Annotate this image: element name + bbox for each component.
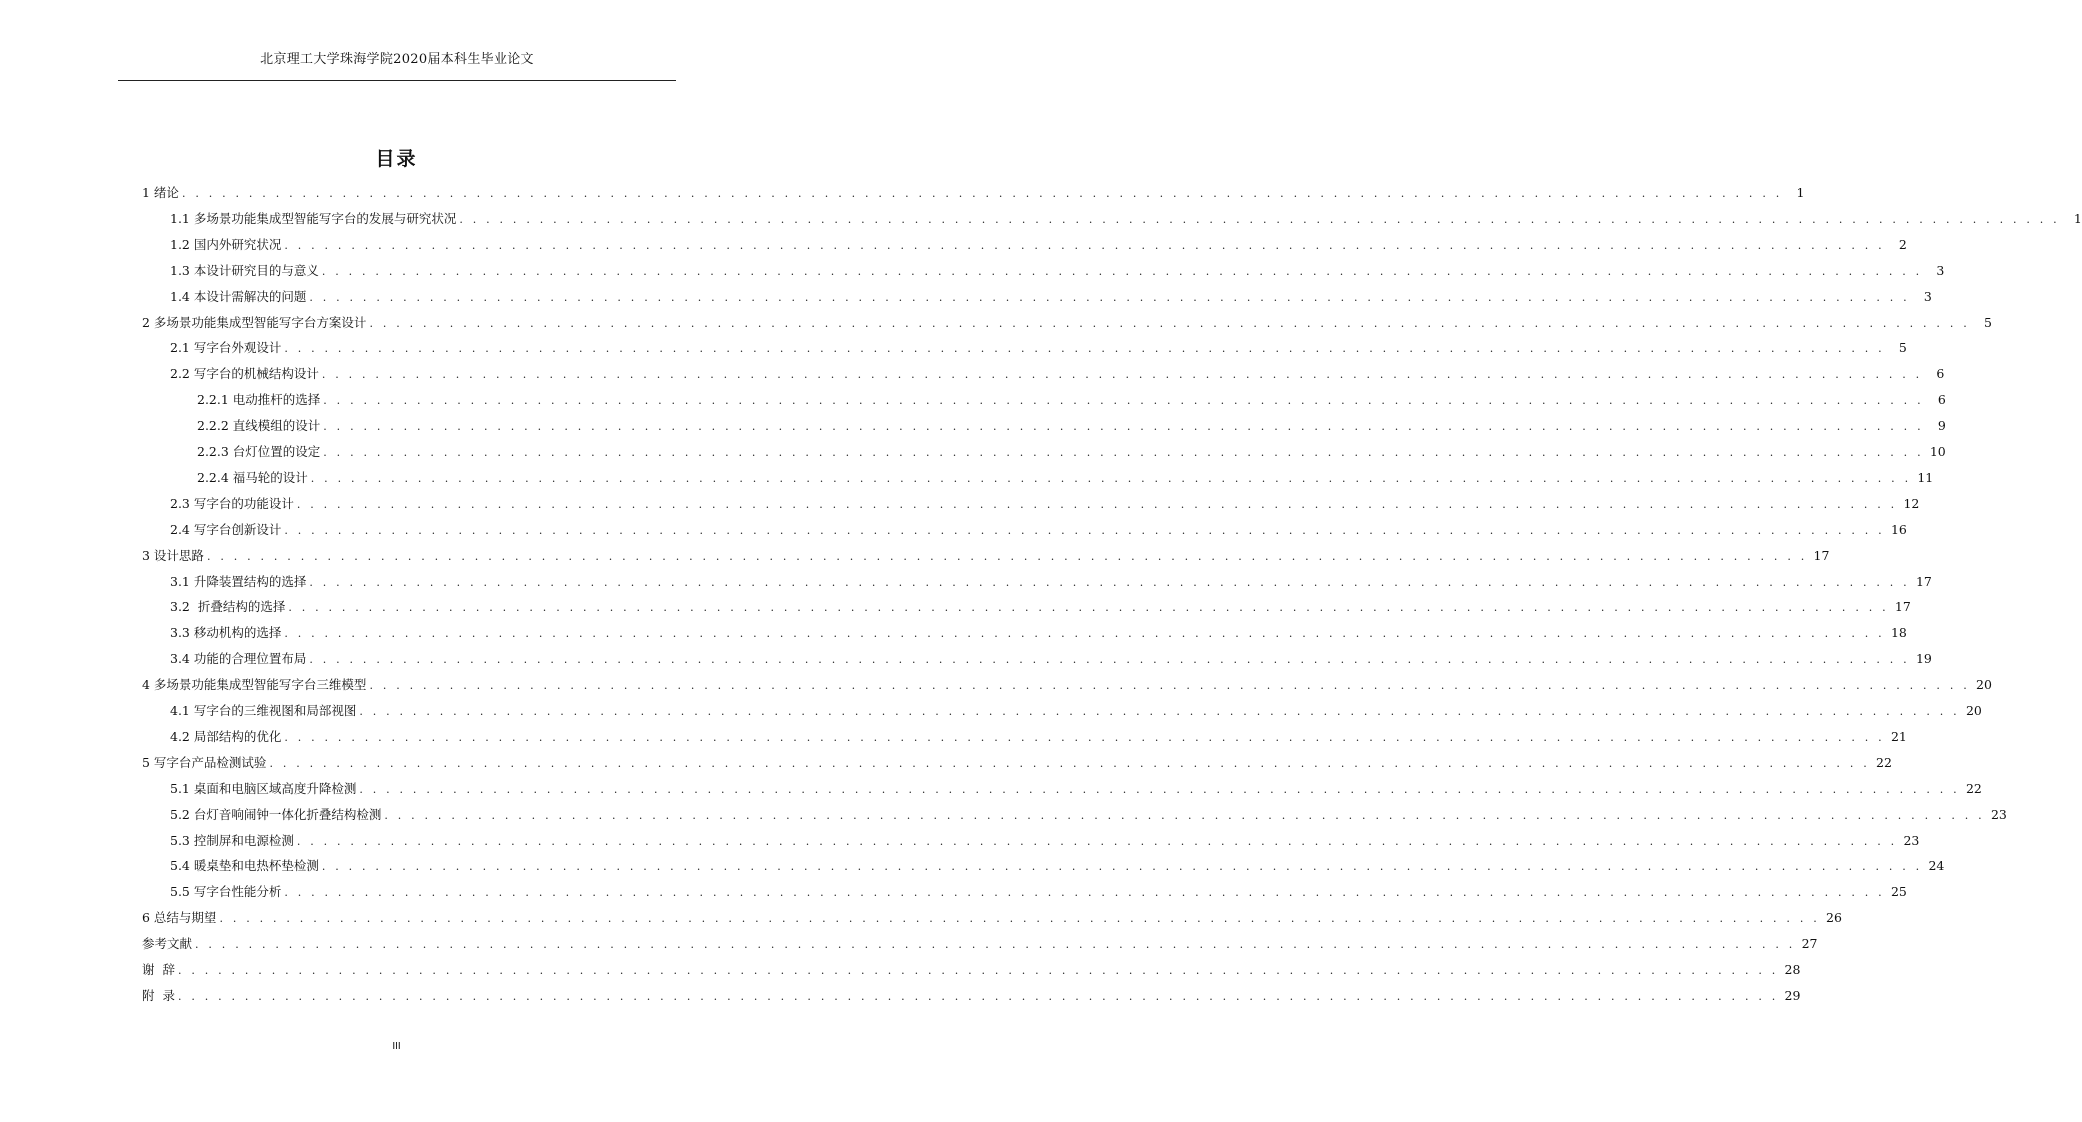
page-number: III — [392, 1041, 401, 1052]
toc-dot-leader: . . . . . . . . . . . . . . . . . . . . . . . . . . . . . . . . . . . . . . . . . . . . . . . . . . . . . . . . . . . . . . . . . . . . . . . . . . . . . . . . . . . . . . . . . . . . . . . . . . . . . . . . . . . . . . . . . . . . . . . . — [309, 653, 1910, 667]
toc-entry-page: 2 — [1898, 236, 1907, 252]
toc-entry[interactable] — [170, 596, 1911, 618]
toc-entry-page: 21 — [1890, 728, 1907, 744]
toc-entry-label: 2.3 写字台的功能设计 — [170, 495, 294, 511]
toc-dot-leader: . . . . . . . . . . . . . . . . . . . . . . . . . . . . . . . . . . . . . . . . . . . . . . . . . . . . . . . . . . . . . . . . . . . . . . . . . . . . . . . . . . . . . . . . . . . . . . . . . . . . . . . . . . . . . . . . . . . . . . . . — [359, 705, 1960, 718]
toc-entry-label: 2.2.2 直线模组的设计 — [197, 418, 321, 434]
toc-entry[interactable] — [170, 571, 1932, 593]
page-header: 北京理工大学珠海学院2020届本科生毕业论文 — [260, 52, 534, 67]
toc-entry[interactable] — [142, 959, 1801, 981]
toc-entry-label: 1.1 多场景功能集成型智能写字台的发展与研究状况 — [170, 210, 457, 226]
toc-entry-label: 1.3 本设计研究目的与意义 — [170, 262, 319, 278]
toc-entry-label: 5.2 台灯音响闹钟一体化折叠结构检测 — [170, 806, 382, 822]
toc-entry-label: 5.1 桌面和电脑区域高度升降检测 — [170, 780, 357, 796]
toc-entry[interactable] — [142, 545, 1830, 567]
toc-entry-page: 5 — [1898, 340, 1907, 356]
toc-entry-label: 2 多场景功能集成型智能写字台方案设计 — [142, 314, 367, 330]
toc-dot-leader: . . . . . . . . . . . . . . . . . . . . . . . . . . . . . . . . . . . . . . . . . . . . . . . . . . . . . . . . . . . . . . . . . . . . . . . . . . . . . . . . . . . . . . . . . . . . . . . . . . . . . . . . . . . . . . . . . . . . . . . . — [323, 420, 1924, 434]
toc-entry[interactable] — [170, 881, 1907, 903]
toc-dot-leader: . . . . . . . . . . . . . . . . . . . . . . . . . . . . . . . . . . . . . . . . . . . . . . . . . . . . . . . . . . . . . . . . . . . . . . . . . . . . . . . . . . . . . . . . . . . . . . . . . . . . . . . . . . . . . . . . . . . . . . . . — [219, 912, 1820, 926]
toc-dot-leader: . . . . . . . . . . . . . . . . . . . . . . . . . . . . . . . . . . . . . . . . . . . . . . . . . . . . . . . . . . . . . . . . . . . . . . . . . . . . . . . . . . . . . . . . . . . . . . . . . . . . . . . . . . . . . . . . . . . . . . . . — [323, 394, 1924, 408]
toc-entry-page: 22 — [1876, 754, 1892, 770]
toc-entry[interactable] — [170, 493, 1920, 515]
toc-entry[interactable] — [142, 674, 1992, 696]
toc-entry-label: 4.2 局部结构的优化 — [170, 728, 282, 744]
toc-entry[interactable] — [170, 286, 1932, 308]
toc-dot-leader: . . . . . . . . . . . . . . . . . . . . . . . . . . . . . . . . . . . . . . . . . . . . . . . . . . . . . . . . . . . . . . . . . . . . . . . . . . . . . . . . . . . . . . . . . . . . . . . . . . . . . . . . . . . . . . . . . . . . . . . . — [309, 575, 1910, 589]
toc-entry-label: 2.2 写字台的机械结构设计 — [170, 366, 319, 382]
toc-entry-label: 3.4 功能的合理位置布局 — [170, 651, 307, 667]
toc-dot-leader: . . . . . . . . . . . . . . . . . . . . . . . . . . . . . . . . . . . . . . . . . . . . . . . . . . . . . . . . . . . . . . . . . . . . . . . . . . . . . . . . . . . . . . . . . . . . . . . . . . . . . . . . . . . . . . . . . . . . . . . . — [284, 238, 1885, 252]
toc-entry[interactable] — [170, 208, 2082, 230]
toc-dot-leader: . . . . . . . . . . . . . . . . . . . . . . . . . . . . . . . . . . . . . . . . . . . . . . . . . . . . . . . . . . . . . . . . . . . . . . . . . . . . . . . . . . . . . . . . . . . . . . . . . . . . . . . . . . . . . . . . . . . . . . . . — [321, 264, 1923, 278]
toc-dot-leader: . . . . . . . . . . . . . . . . . . . . . . . . . . . . . . . . . . . . . . . . . . . . . . . . . . . . . . . . . . . . . . . . . . . . . . . . . . . . . . . . . . . . . . . . . . . . . . . . . . . . . . . . . . . . . . . . . . . . . . . . — [195, 938, 1796, 952]
toc-entry-page: 18 — [1890, 625, 1907, 641]
toc-entry-label: 2.2.4 福马轮的设计 — [197, 469, 308, 485]
toc-dot-leader: . . . . . . . . . . . . . . . . . . . . . . . . . . . . . . . . . . . . . . . . . . . . . . . . . . . . . . . . . . . . . . . . . . . . . . . . . . . . . . . . . . . . . . . . . . . . . . . . . . . . . . . . . . . . . . . . . . . . . . . . — [177, 964, 1779, 977]
toc-entry-page: 20 — [1965, 703, 1982, 718]
toc-entry-page: 28 — [1784, 962, 1801, 977]
toc-entry-page: 6 — [1937, 392, 1946, 408]
toc-entry-label: 1.4 本设计需解决的问题 — [170, 288, 307, 304]
toc-entry[interactable] — [170, 337, 1907, 359]
toc-entry-page: 26 — [1826, 910, 1842, 926]
toc-entry[interactable] — [170, 519, 1907, 541]
toc-dot-leader: . . . . . . . . . . . . . . . . . . . . . . . . . . . . . . . . . . . . . . . . . . . . . . . . . . . . . . . . . . . . . . . . . . . . . . . . . . . . . . . . . . . . . . . . . . . . . . . . . . . . . . . . . . . . . . . . . . . . . . . . — [284, 730, 1885, 744]
toc-entry[interactable] — [197, 441, 1946, 463]
toc-entry-label: 5.5 写字台性能分析 — [170, 884, 282, 900]
toc-entry-page: 23 — [1990, 806, 2007, 822]
toc-entry-page: 17 — [1915, 573, 1932, 589]
toc-entry[interactable] — [170, 260, 1945, 282]
toc-dot-leader: . . . . . . . . . . . . . . . . . . . . . . . . . . . . . . . . . . . . . . . . . . . . . . . . . . . . . . . . . . . . . . . . . . . . . . . . . . . . . . . . . . . . . . . . . . . . . . . . . . . . . . . . . . . . . . . . . . . . . . . . — [288, 601, 1889, 615]
toc-entry[interactable] — [142, 985, 1801, 1007]
toc-dot-leader: . . . . . . . . . . . . . . . . . . . . . . . . . . . . . . . . . . . . . . . . . . . . . . . . . . . . . . . . . . . . . . . . . . . . . . . . . . . . . . . . . . . . . . . . . . . . . . . . . . . . . . . . . . . . . . . . . . . . . . . . — [206, 549, 1808, 563]
toc-entry[interactable] — [170, 804, 2007, 826]
toc-entry-page: 6 — [1936, 366, 1945, 382]
toc-entry-page: 1 — [2073, 210, 2082, 226]
toc-entry[interactable] — [170, 234, 1907, 256]
toc-entry-page: 3 — [1936, 262, 1945, 278]
toc-dot-leader: . . . . . . . . . . . . . . . . . . . . . . . . . . . . . . . . . . . . . . . . . . . . . . . . . . . . . . . . . . . . . . . . . . . . . . . . . . . . . . . . . . . . . . . . . . . . . . . . . . . . . . . . . . . . . . . . . . . . . . . . — [269, 756, 1870, 770]
toc-entry-label: 附 录 — [142, 987, 175, 1003]
toc-entry[interactable] — [170, 830, 1920, 852]
toc-entry[interactable] — [197, 467, 1934, 489]
toc-entry-label: 4 多场景功能集成型智能写字台三维模型 — [142, 677, 367, 693]
toc-entry[interactable] — [142, 907, 1842, 929]
toc-entry-label: 2.2.3 台灯位置的设定 — [197, 444, 321, 459]
toc-entry[interactable] — [170, 363, 1945, 385]
toc-dot-leader: . . . . . . . . . . . . . . . . . . . . . . . . . . . . . . . . . . . . . . . . . . . . . . . . . . . . . . . . . . . . . . . . . . . . . . . . . . . . . . . . . . . . . . . . . . . . . . . . . . . . . . . . . . . . . . . . . . . . . . . . — [384, 808, 1985, 822]
toc-dot-leader: . . . . . . . . . . . . . . . . . . . . . . . . . . . . . . . . . . . . . . . . . . . . . . . . . . . . . . . . . . . . . . . . . . . . . . . . . . . . . . . . . . . . . . . . . . . . . . . . . . . . . . . . . . . . . . . . . . . . . . . . — [321, 368, 1923, 382]
toc-entry[interactable] — [170, 648, 1932, 670]
toc-entry-label: 5.4 暖桌垫和电热杯垫检测 — [170, 858, 319, 874]
toc-entry-page: 25 — [1890, 884, 1907, 900]
toc-entry-page: 12 — [1903, 495, 1920, 511]
toc-entry-label: 3.2 折叠结构的选择 — [170, 599, 286, 615]
toc-entry[interactable] — [170, 622, 1907, 644]
toc-entry-label: 2.2.1 电动推杆的选择 — [197, 392, 321, 408]
toc-entry[interactable] — [170, 700, 1982, 722]
toc-entry-label: 3 设计思路 — [142, 547, 204, 563]
toc-entry-page: 17 — [1813, 547, 1830, 563]
toc-dot-leader: . . . . . . . . . . . . . . . . . . . . . . . . . . . . . . . . . . . . . . . . . . . . . . . . . . . . . . . . . . . . . . . . . . . . . . . . . . . . . . . . . . . . . . . . . . . . . . . . . . . . . . . . . . . . . . . . . . . . . . . . — [284, 886, 1885, 900]
toc-entry-page: 19 — [1915, 651, 1932, 667]
toc-dot-leader: . . . . . . . . . . . . . . . . . . . . . . . . . . . . . . . . . . . . . . . . . . . . . . . . . . . . . . . . . . . . . . . . . . . . . . . . . . . . . . . . . . . . . . . . . . . . . . . . . . . . . . . . . . . . . . . . . . . . . . . . — [177, 989, 1779, 1003]
toc-entry-page: 24 — [1928, 858, 1945, 874]
toc-entry-label: 3.1 升降装置结构的选择 — [170, 573, 307, 589]
toc-entry-page: 5 — [1983, 314, 1992, 330]
toc-entry-page: 27 — [1801, 936, 1818, 952]
toc-entry[interactable] — [170, 855, 1945, 877]
toc-dot-leader: . . . . . . . . . . . . . . . . . . . . . . . . . . . . . . . . . . . . . . . . . . . . . . . . . . . . . . . . . . . . . . . . . . . . . . . . . . . . . . . . . . . . . . . . . . . . . . . . . . . . . . . . . . . . . . . . . . . . . . . . — [323, 446, 1924, 459]
toc-entry-label: 谢 辞 — [142, 962, 175, 977]
toc-entry-page: 10 — [1929, 444, 1946, 459]
toc-entry-label: 4.1 写字台的三维视图和局部视图 — [170, 703, 357, 718]
toc-entry[interactable] — [142, 182, 1805, 204]
toc-dot-leader: . . . . . . . . . . . . . . . . . . . . . . . . . . . . . . . . . . . . . . . . . . . . . . . . . . . . . . . . . . . . . . . . . . . . . . . . . . . . . . . . . . . . . . . . . . . . . . . . . . . . . . . . . . . . . . . . . . . . . . . . — [369, 679, 1970, 693]
toc-entry[interactable] — [142, 933, 1818, 955]
toc-entry[interactable] — [142, 752, 1892, 774]
toc-dot-leader: . . . . . . . . . . . . . . . . . . . . . . . . . . . . . . . . . . . . . . . . . . . . . . . . . . . . . . . . . . . . . . . . . . . . . . . . . . . . . . . . . . . . . . . . . . . . . . . . . . . . . . . . . . . . . . . . . . . . . . . . — [284, 342, 1885, 356]
toc-entry-page: 1 — [1796, 185, 1805, 200]
toc-dot-leader: . . . . . . . . . . . . . . . . . . . . . . . . . . . . . . . . . . . . . . . . . . . . . . . . . . . . . . . . . . . . . . . . . . . . . . . . . . . . . . . . . . . . . . . . . . . . . . . . . . . . . . . . . . . . . . . . . . . . . . . . — [181, 187, 1783, 200]
toc-entry-label: 1 绪论 — [142, 185, 179, 200]
toc-entry[interactable] — [197, 415, 1946, 437]
toc-dot-leader: . . . . . . . . . . . . . . . . . . . . . . . . . . . . . . . . . . . . . . . . . . . . . . . . . . . . . . . . . . . . . . . . . . . . . . . . . . . . . . . . . . . . . . . . . . . . . . . . . . . . . . . . . . . . . . . . . . . . . . . . — [359, 782, 1960, 796]
toc-entry-label: 2.1 写字台外观设计 — [170, 340, 282, 356]
toc-entry-page: 23 — [1903, 832, 1920, 848]
toc-dot-leader: . . . . . . . . . . . . . . . . . . . . . . . . . . . . . . . . . . . . . . . . . . . . . . . . . . . . . . . . . . . . . . . . . . . . . . . . . . . . . . . . . . . . . . . . . . . . . . . . . . . . . . . . . . . . . . . . . . . . . . . . — [321, 860, 1923, 874]
toc-entry-label: 1.2 国内外研究状况 — [170, 236, 282, 252]
toc-entry[interactable] — [197, 389, 1946, 411]
toc-entry-page: 9 — [1937, 418, 1946, 434]
toc-dot-leader: . . . . . . . . . . . . . . . . . . . . . . . . . . . . . . . . . . . . . . . . . . . . . . . . . . . . . . . . . . . . . . . . . . . . . . . . . . . . . . . . . . . . . . . . . . . . . . . . . . . . . . . . . . . . . . . . . . . . . . . . — [284, 627, 1885, 641]
toc-entry-page: 29 — [1784, 987, 1801, 1003]
toc-entry[interactable] — [142, 312, 1992, 334]
toc-entry-page: 3 — [1923, 288, 1932, 304]
toc-dot-leader: . . . . . . . . . . . . . . . . . . . . . . . . . . . . . . . . . . . . . . . . . . . . . . . . . . . . . . . . . . . . . . . . . . . . . . . . . . . . . . . . . . . . . . . . . . . . . . . . . . . . . . . . . . . . . . . . . . . . . . . . — [309, 290, 1910, 304]
toc-dot-leader: . . . . . . . . . . . . . . . . . . . . . . . . . . . . . . . . . . . . . . . . . . . . . . . . . . . . . . . . . . . . . . . . . . . . . . . . . . . . . . . . . . . . . . . . . . . . . . . . . . . . . . . . . . . . . . . . . . . . . . . . — [296, 497, 1898, 511]
toc-entry-page: 20 — [1976, 677, 1992, 693]
toc-entry-label: 5.3 控制屏和电源检测 — [170, 832, 294, 848]
toc-entry-page: 22 — [1965, 780, 1982, 796]
toc-entry-page: 11 — [1917, 469, 1934, 485]
toc-entry[interactable] — [170, 726, 1907, 748]
toc-entry-label: 3.3 移动机构的选择 — [170, 625, 282, 641]
header-rule — [118, 80, 676, 81]
toc-entry[interactable] — [170, 778, 1982, 800]
toc-entry-page: 16 — [1890, 521, 1907, 537]
toc-dot-leader: . . . . . . . . . . . . . . . . . . . . . . . . . . . . . . . . . . . . . . . . . . . . . . . . . . . . . . . . . . . . . . . . . . . . . . . . . . . . . . . . . . . . . . . . . . . . . . . . . . . . . . . . . . . . . . . . . . . . . . . . — [369, 316, 1970, 330]
toc-dot-leader: . . . . . . . . . . . . . . . . . . . . . . . . . . . . . . . . . . . . . . . . . . . . . . . . . . . . . . . . . . . . . . . . . . . . . . . . . . . . . . . . . . . . . . . . . . . . . . . . . . . . . . . . . . . . . . . . . . . . . . . . — [296, 834, 1898, 848]
toc-entry-label: 参考文献 — [142, 936, 193, 952]
toc-entry-label: 5 写字台产品检测试验 — [142, 754, 267, 770]
toc-title: 目录 — [375, 148, 418, 170]
toc-entry-page: 17 — [1894, 599, 1911, 615]
toc-dot-leader: . . . . . . . . . . . . . . . . . . . . . . . . . . . . . . . . . . . . . . . . . . . . . . . . . . . . . . . . . . . . . . . . . . . . . . . . . . . . . . . . . . . . . . . . . . . . . . . . . . . . . . . . . . . . . . . . . . . . . . . . — [310, 471, 1912, 485]
toc-entry-label: 6 总结与期望 — [142, 910, 217, 926]
toc-entry-label: 2.4 写字台创新设计 — [170, 521, 282, 537]
toc-dot-leader: . . . . . . . . . . . . . . . . . . . . . . . . . . . . . . . . . . . . . . . . . . . . . . . . . . . . . . . . . . . . . . . . . . . . . . . . . . . . . . . . . . . . . . . . . . . . . . . . . . . . . . . . . . . . . . . . . . . . . . . . — [459, 212, 2060, 226]
toc-dot-leader: . . . . . . . . . . . . . . . . . . . . . . . . . . . . . . . . . . . . . . . . . . . . . . . . . . . . . . . . . . . . . . . . . . . . . . . . . . . . . . . . . . . . . . . . . . . . . . . . . . . . . . . . . . . . . . . . . . . . . . . . — [284, 523, 1885, 537]
